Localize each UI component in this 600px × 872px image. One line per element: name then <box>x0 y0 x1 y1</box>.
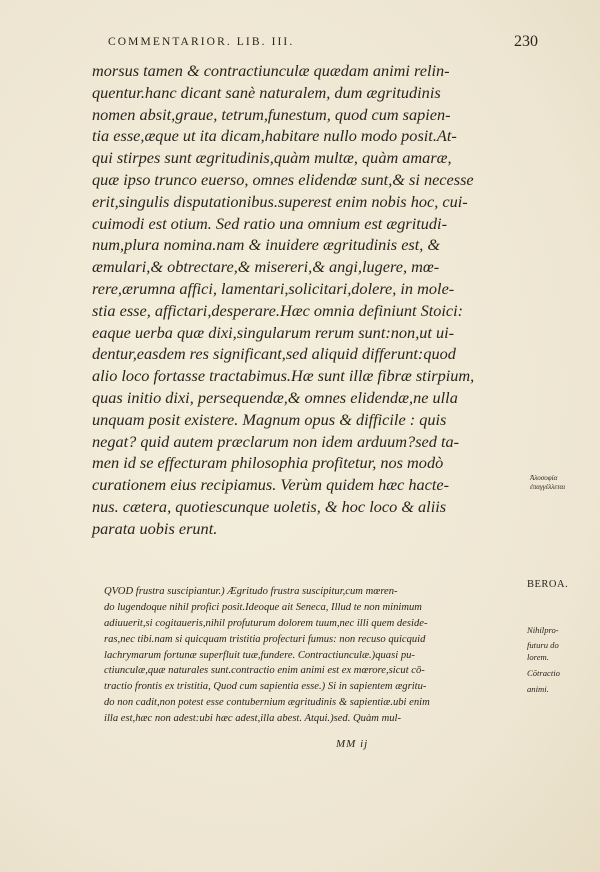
main-text-line: quentur.hanc dicant sanè naturalem, dum ægritudinis <box>92 82 441 102</box>
main-text-line: eaque uerba quæ dixi,singularum rerum sunt:non,ut ui- <box>92 322 455 342</box>
commentary-line: illa est,hæc non adest:ubi hæc adest,illa abest. Atqui.)sed. Quàm mul- <box>104 713 401 725</box>
main-text-line: cuimodi est otium. Sed ratio una omnium est ægritudi- <box>92 213 448 233</box>
margin-note: BEROA. <box>527 579 569 590</box>
main-text-line: nomen absit,graue, tetrum,funestum, quod cum sapien- <box>92 104 451 124</box>
page-header <box>108 33 538 56</box>
main-text-line: rere,ærumna affici, lamentari,solicitari,dolere, in mole- <box>92 278 455 298</box>
commentary-block <box>104 584 524 727</box>
commentary-line: do lugendoque nihil profici posit.Ideoque ait Seneca, Illud te non minimum <box>104 601 422 613</box>
margin-note: futuru do <box>527 640 559 650</box>
commentary-line: ctiunculæ,quæ naturales sunt.contractio enim animi est ex mœrore,sicut cō- <box>104 665 425 677</box>
signature-mark: MM ij <box>336 738 369 750</box>
commentary-line: adiuuerit,si cogitaueris,nihil profuturum dolorem tuum,nec illi quem deside- <box>104 617 428 629</box>
greek-margin-note <box>530 474 565 492</box>
margin-note: lorem. <box>527 652 549 662</box>
greek-margin-line: ἐπαγγέλλεται <box>530 483 566 491</box>
main-text-line: parata uobis erunt. <box>92 518 218 538</box>
running-head: COMMENTARIOR. LIB. III. <box>108 36 295 48</box>
main-text-line: morsus tamen & contractiunculæ quædam animi relin- <box>92 61 450 80</box>
main-text-line: alio loco fortasse tractabimus.Hæ sunt illæ fibræ stirpium, <box>92 366 475 386</box>
commentary-line: do non cadit,non potest esse contubernium ægritudinis & sapientiæ.ubi enim <box>104 697 430 709</box>
greek-margin-line: Ἀλοσοφία <box>530 474 558 482</box>
main-text-line: qui stirpes sunt ægritudinis,quàm multæ, quàm amaræ, <box>92 148 452 168</box>
main-text-line: erit,singulis disputationibus.superest enim nobis hoc, cui- <box>92 191 468 211</box>
commentary-line: ras,nec tibi.nam si quicquam tristitia profecturi fumus: non recuso quicquid <box>104 633 426 645</box>
main-text-line: æmulari,& obtrectare,& misereri,& angi,lugere, mœ- <box>92 257 440 277</box>
main-text-line: num,plura nomina.nam & inuidere ægritudinis est, & <box>92 235 441 255</box>
commentary-line: tractio frontis ex tristitia, Quod cum sapientia esse.) Si in sapientem ægritu- <box>104 681 427 693</box>
main-text-line: quæ ipso trunco euerso, omnes elidendæ sunt,& si necesse <box>92 169 474 189</box>
main-text-line: tia esse,æque ut ita dicam,habitare nullo modo posit.At- <box>92 126 457 146</box>
main-text-block <box>92 60 528 540</box>
margin-note: animi. <box>527 684 549 694</box>
main-text-line: men id se effecturam philosophia profitetur, nos modò <box>92 453 444 473</box>
commentary-line: lachrymarum fortunæ superfluit tuæ,fundere. Contractiunculæ.)quasi pu- <box>104 649 415 661</box>
margin-note: Cōtractio <box>527 668 560 678</box>
main-text-line: curationem eius recipiamus. Verùm quidem hæc hacte- <box>92 475 450 495</box>
main-text-line: stia esse, affictari,desperare.Hæc omnia definiunt Stoici: <box>92 300 464 320</box>
commentary-line: QVOD frustra suscipiantur.) Ægritudo frustra suscipitur,cum mœren- <box>104 586 398 597</box>
main-text-line: negat? quid autem præclarum non idem arduum?sed ta- <box>92 431 460 451</box>
page-number: 230 <box>514 33 538 50</box>
margin-note: Nihilpro- <box>527 625 559 635</box>
main-text-line: nus. cætera, quotiescunque uoletis, & hoc loco & aliis <box>92 496 447 516</box>
main-text-line: dentur,easdem res significant,sed aliquid differunt:quod <box>92 344 456 364</box>
main-text-line: unquam posit existere. Magnum opus & difficile : quis <box>92 409 447 429</box>
main-text-line: quas initio dixi, persequendæ,& omnes elidendæ,ne ulla <box>92 387 458 407</box>
